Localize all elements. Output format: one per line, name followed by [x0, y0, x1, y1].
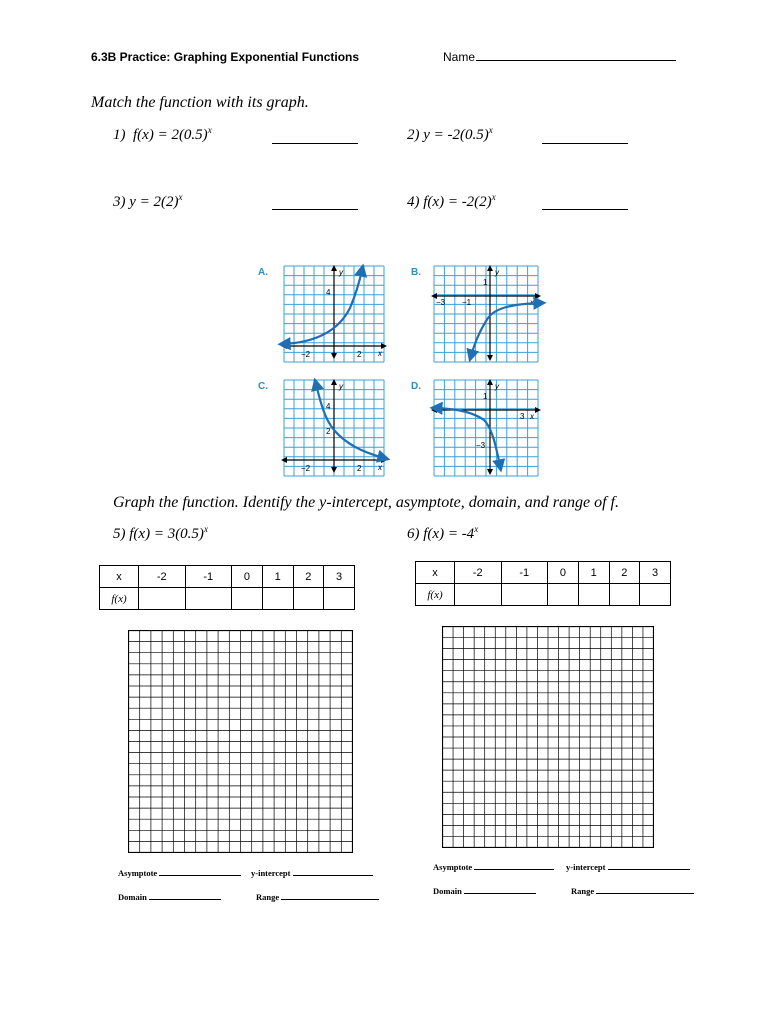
graph-d-label: D. [411, 381, 421, 392]
graph-d-tick-3: 3 [520, 412, 525, 421]
graph-b-y-label: y [495, 268, 499, 277]
graph-c-x-label: x [378, 463, 382, 472]
graph-d [411, 380, 538, 476]
question-1: 1) $f(x) = 2(0.5)^x$ [113, 125, 212, 143]
graph-a [258, 266, 384, 362]
question-6: 6) $f(x) = -4^x$ [407, 524, 479, 542]
graph-b-x-label: x [530, 298, 534, 307]
range-label: Range [256, 892, 280, 902]
graph-a-x-label: x [378, 349, 382, 358]
footer-5-range [256, 892, 379, 902]
table-x-cell: -1 [501, 562, 548, 584]
graph-b-tick-1: 1 [483, 278, 488, 287]
table-fx-cell[interactable] [578, 584, 609, 606]
graph-d-tick-neg3: −3 [476, 441, 486, 450]
table-x-cell: 0 [232, 566, 263, 588]
y-intercept-blank[interactable] [608, 862, 690, 870]
graph-grid-5[interactable] [128, 630, 353, 853]
table-fx-cell[interactable] [139, 588, 186, 610]
table-fx-cell[interactable] [324, 588, 355, 610]
graph-c-label: C. [258, 381, 268, 392]
table-fx-cell[interactable] [548, 584, 579, 606]
match-instruction: Match the function with its graph. [91, 94, 309, 111]
answer-blank-3[interactable] [272, 209, 358, 210]
graph-d-x-label: x [530, 412, 534, 421]
range-label: Range [571, 886, 595, 896]
footer-6-row2 [433, 886, 536, 896]
table-fx-cell[interactable] [609, 584, 640, 606]
footer-6-range [571, 886, 694, 896]
table-x-header: x [100, 566, 139, 588]
question-4: 4) $f(x) = -2(2)^x$ [407, 192, 496, 210]
answer-blank-2[interactable] [542, 143, 628, 144]
graph-grid-6[interactable] [442, 626, 654, 848]
graph-d-tick-1: 1 [483, 392, 488, 401]
table-x-cell: -2 [455, 562, 502, 584]
footer-5-yint [251, 868, 373, 878]
graph-b [411, 266, 540, 362]
domain-label: Domain [118, 892, 147, 902]
graph-c-tick-neg2: −2 [301, 464, 311, 473]
footer-6-yint [566, 862, 690, 872]
domain-blank[interactable] [149, 892, 221, 900]
asymptote-blank[interactable] [159, 868, 241, 876]
graph-a-tick-4: 4 [326, 288, 331, 297]
graph-instruction: Graph the function. Identify the y-intercept, asymptote, domain, and range of f. [113, 494, 619, 511]
graph-c-tick-2x: 2 [357, 464, 362, 473]
name-line [476, 50, 676, 61]
graph-a-tick-2: 2 [357, 350, 362, 359]
footer-5-row2 [118, 892, 221, 902]
graph-c-y-label: y [339, 382, 343, 391]
table-fx-cell[interactable] [640, 584, 671, 606]
y-intercept-label: y-intercept [251, 868, 291, 878]
domain-blank[interactable] [464, 886, 536, 894]
worksheet-title: 6.3B Practice: Graphing Exponential Functions [91, 50, 360, 64]
table-x-cell: 3 [640, 562, 671, 584]
asymptote-label: Asymptote [433, 862, 473, 872]
table-x-header: x [416, 562, 455, 584]
answer-blank-1[interactable] [272, 143, 358, 144]
graph-d-y-label: y [495, 382, 499, 391]
question-5: 5) $f(x) = 3(0.5)^x$ [113, 524, 208, 542]
graph-b-tick-neg1: −1 [462, 298, 472, 307]
domain-label: Domain [433, 886, 462, 896]
asymptote-label: Asymptote [118, 868, 158, 878]
table-x-cell: -1 [185, 566, 232, 588]
table-x-cell: 3 [324, 566, 355, 588]
table-fx-header: f(x) [100, 588, 139, 610]
graph-c [258, 380, 384, 476]
value-table-5 [99, 565, 355, 610]
graph-c-tick-2: 2 [326, 427, 331, 436]
answer-graphs [250, 258, 550, 480]
y-intercept-blank[interactable] [293, 868, 373, 876]
graph-b-label: B. [411, 267, 421, 278]
table-x-cell: 2 [609, 562, 640, 584]
footer-5-row1 [118, 868, 241, 878]
table-x-cell: -2 [139, 566, 186, 588]
table-fx-header: f(x) [416, 584, 455, 606]
table-fx-cell[interactable] [455, 584, 502, 606]
name-field[interactable] [443, 50, 676, 64]
table-x-cell: 1 [262, 566, 293, 588]
question-3: 3) $y = 2(2)^x$ [113, 192, 183, 210]
answer-blank-4[interactable] [542, 209, 628, 210]
footer-6-row1 [433, 862, 554, 872]
table-fx-cell[interactable] [232, 588, 263, 610]
graph-a-tick-neg2: −2 [301, 350, 311, 359]
y-intercept-label: y-intercept [566, 862, 606, 872]
value-table-6 [415, 561, 671, 606]
range-blank[interactable] [281, 892, 379, 900]
question-2: 2) $y = -2(0.5)^x$ [407, 125, 493, 143]
graph-a-label: A. [258, 267, 268, 278]
graph-c-tick-4: 4 [326, 402, 331, 411]
table-fx-cell[interactable] [501, 584, 548, 606]
range-blank[interactable] [596, 886, 694, 894]
table-x-cell: 0 [548, 562, 579, 584]
graph-a-y-label: y [339, 268, 343, 277]
graph-b-tick-neg3: −3 [436, 298, 446, 307]
table-fx-cell[interactable] [293, 588, 324, 610]
table-x-cell: 1 [578, 562, 609, 584]
name-label: Name [443, 50, 476, 64]
asymptote-blank[interactable] [474, 862, 554, 870]
table-fx-cell[interactable] [185, 588, 232, 610]
table-fx-cell[interactable] [262, 588, 293, 610]
graph-b-curve [471, 303, 540, 356]
table-x-cell: 2 [293, 566, 324, 588]
